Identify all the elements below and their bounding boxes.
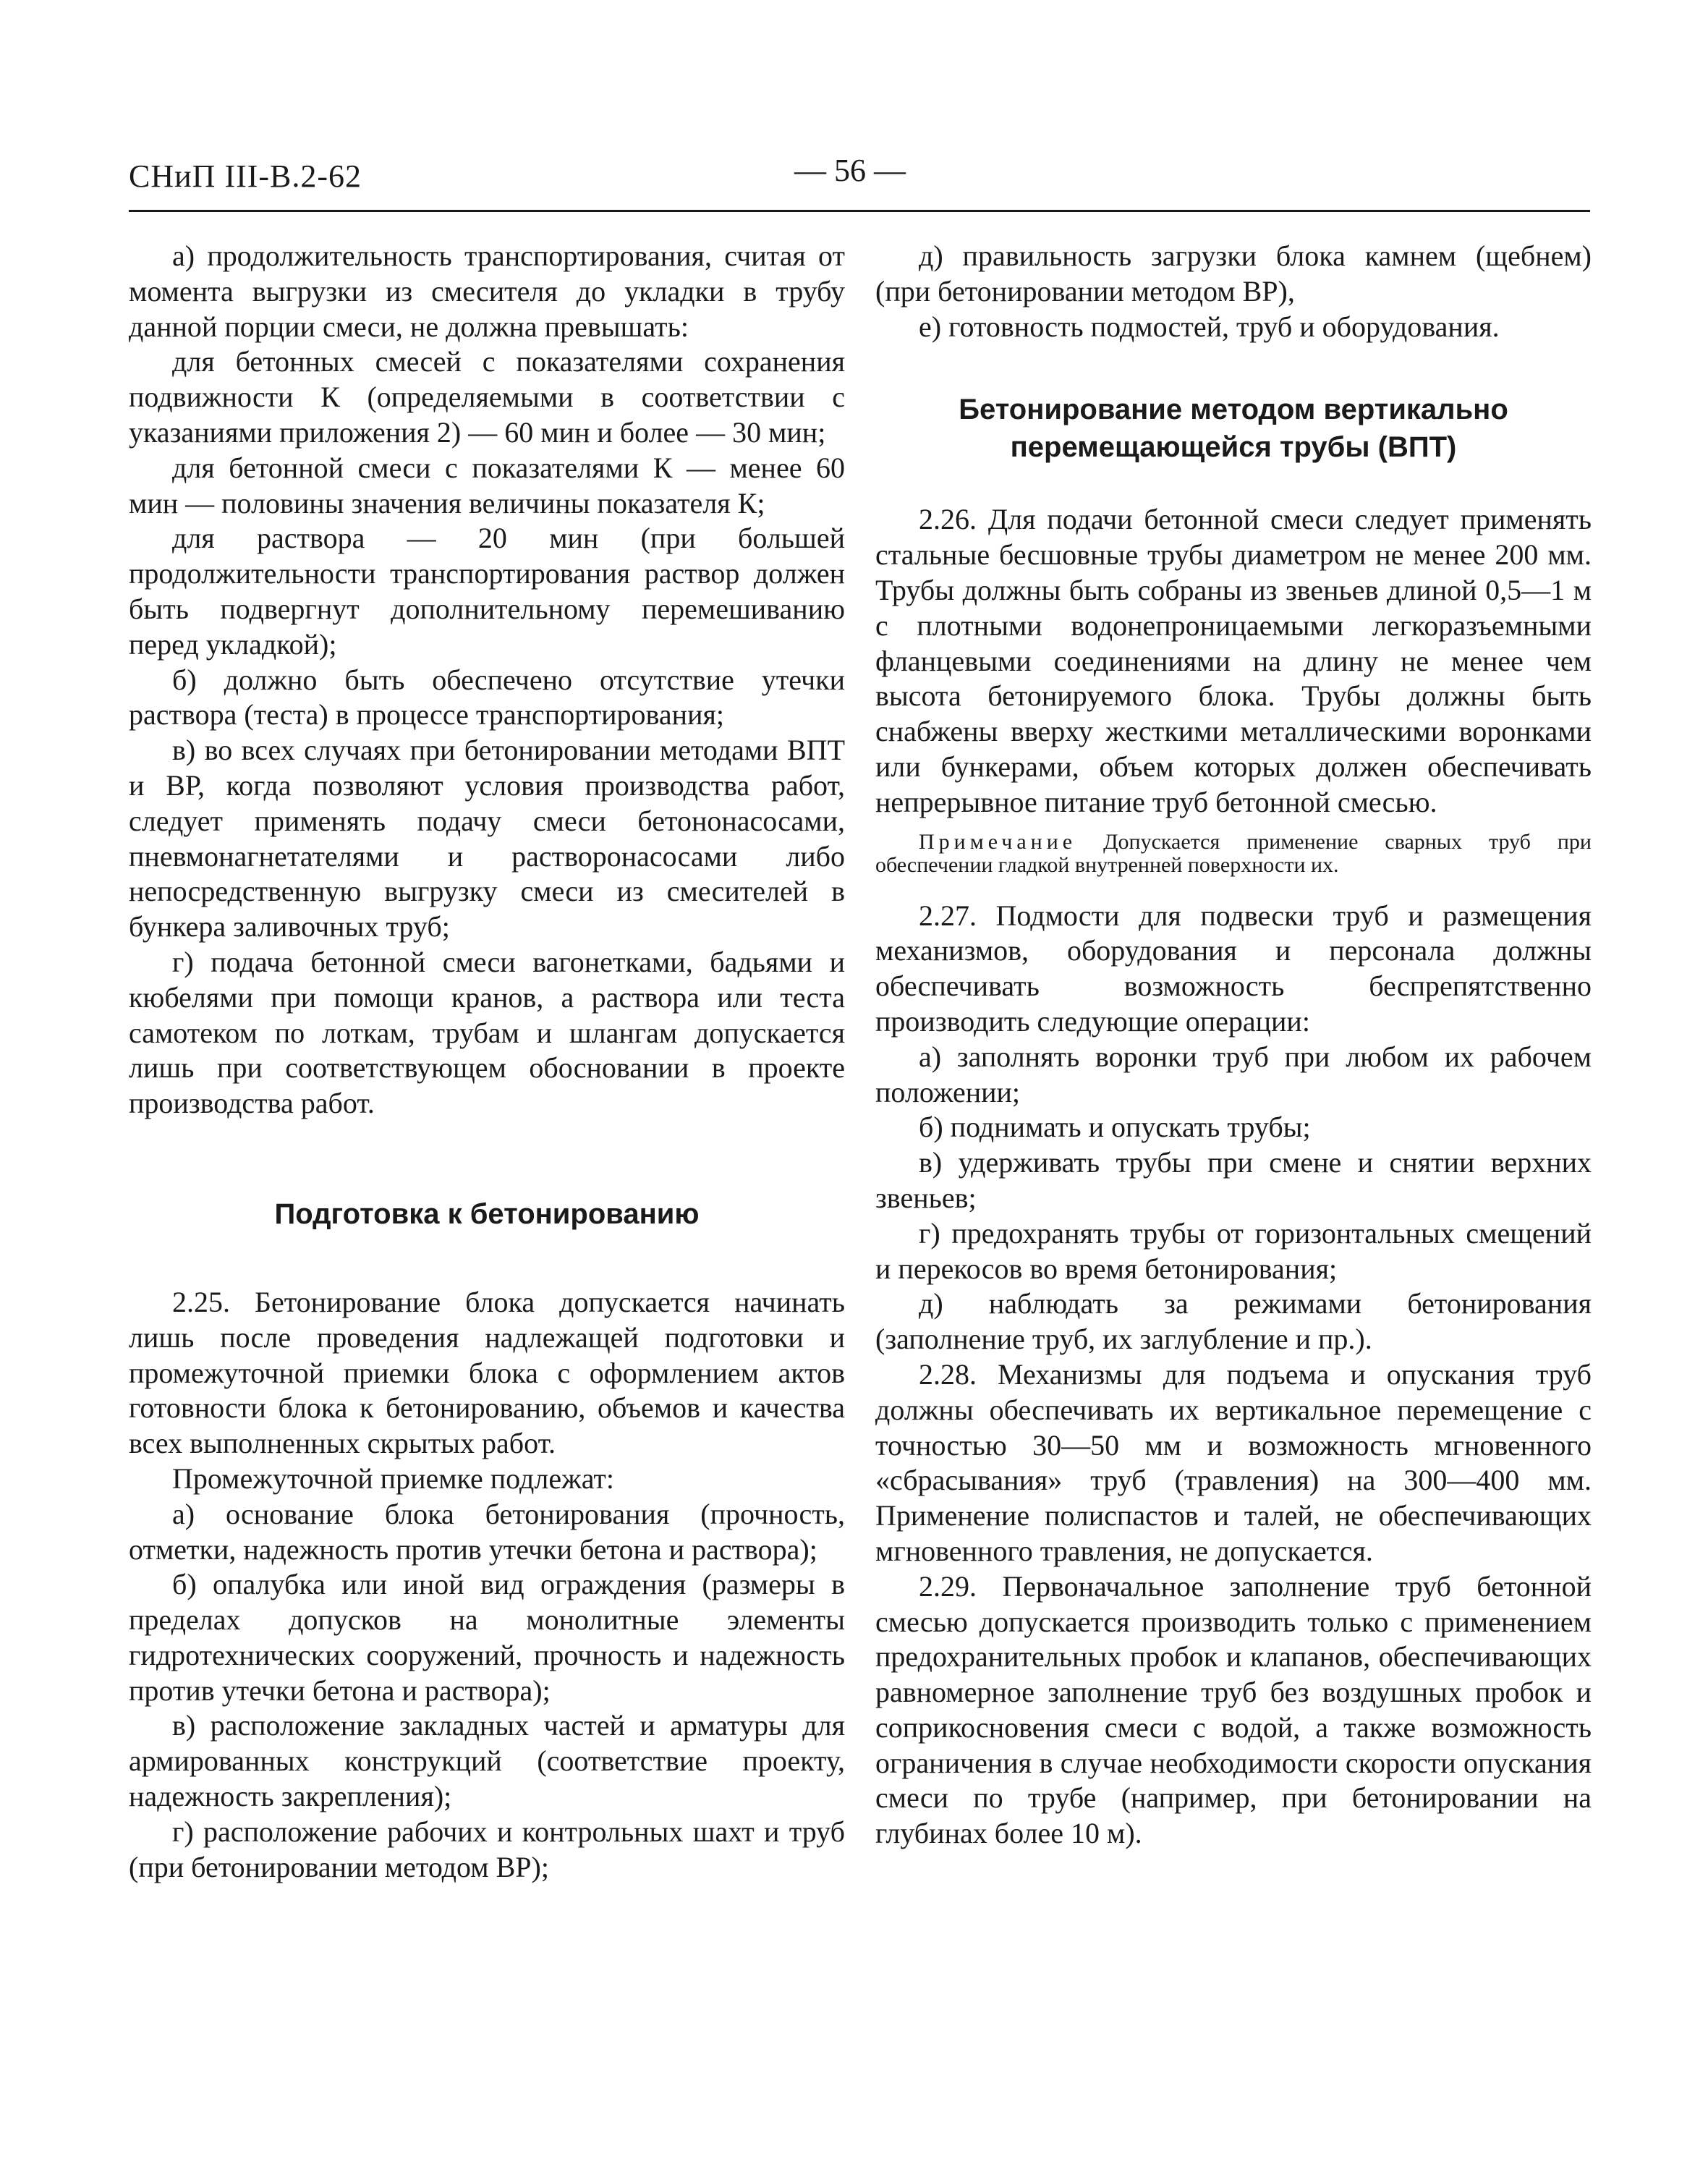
paragraph: а) основание блока бетонирования (прочность, отметки, надежность против утечки бетона и раствора); [129,1497,845,1566]
note [875,831,1592,877]
header-rule [129,210,1590,212]
paragraph: г) предохранять трубы от горизонтальных смещений и перекосов во время бетонирования; [875,1216,1592,1285]
section-heading: Подготовка к бетонированию [274,1197,700,1230]
paragraph: 2.26. Для подачи бетонной смеси следует применять стальные бесшовные трубы диаметром не менее 200 мм. Трубы должны быть собраны из звеньев длиной 0,5—1 м с плотными водонепроницаемыми легкоразъемными фланцевыми соединениями на длину не менее чем высота бетонируемого блока. Трубы должны быть снабжены вверху жесткими металлическими воронками или бункерами, объем которых должен обеспечивать непрерывное питание труб бетонной смесью. [875,503,1592,818]
paragraph: 2.29. Первоначальное заполнение труб бетонной смесью допускается производить только с применением предохранительных пробок и клапанов, обеспечивающих равномерное заполнение труб без воздушных пробок и соприкосновения смеси с водой, а также возможность ограничения в случае необходимости скорости опускания смеси по трубе (например, при бетонировании на глубинах более 10 м). [875,1569,1592,1850]
right-column [875,239,1592,1852]
paragraph: д) наблюдать за режимами бетонирования (заполнение труб, их заглубление и пр.). [875,1287,1592,1356]
paragraph: для бетонных смесей с показателями сохранения подвижности К (определяемыми в соответствии с указаниями приложения 2) — 60 мин и более — 30 мин; [129,345,845,449]
paragraph: г) подача бетонной смеси вагонетками, бадьями и кюбелями при помощи кранов, а раствора или теста самотеком по лоткам, трубам и шлангам допускается лишь при соответствующем обосновании в проекте производства работ. [129,945,845,1120]
paragraph: Промежуточной приемке подлежат: [172,1462,615,1495]
paragraph: а) продолжительность транспортирования, считая от момента выгрузки из смесителя до укладки в трубу данной порции смеси, не должна превышать: [129,239,845,343]
page-number: — 56 — [794,153,906,188]
paragraph: б) должно быть обеспечено отсутствие утечки раствора (теста) в процессе транспортирования; [129,663,845,731]
paragraph: в) удерживать трубы при смене и снятии верхних звеньев; [875,1146,1592,1214]
paragraph: а) заполнять воронки труб при любом их рабочем положении; [875,1040,1592,1108]
paragraph: д) правильность загрузки блока камнем (щебнем) (при бетонировании методом ВР), [875,239,1592,308]
paragraph: е) готовность подмостей, труб и оборудования. [919,310,1500,343]
paragraph: б) поднимать и опускать трубы; [919,1111,1311,1144]
left-column [129,239,845,1885]
page-header [129,152,1590,210]
section-heading-line1: Бетонирование методом вертикально [959,394,1508,426]
paragraph: 2.27. Подмости для подвески труб и размещения механизмов, оборудования и персонала должны обеспечивать возможность беспрепятственно производить следующие операции: [875,899,1592,1038]
note-label: Примечание [919,829,1077,854]
paragraph: г) расположение рабочих и контрольных шахт и труб (при бетонировании методом ВР); [129,1815,845,1883]
paragraph: в) во всех случаях при бетонировании методами ВПТ и ВР, когда позволяют условия производства работ, следует применять подачу смеси бетононасосами, пневмонагнетателями и растворонасосами либо непосредственную выгрузку смеси из смесителей в бункера заливочных труб; [129,734,845,943]
section-heading-line2: перемещающейся трубы (ВПТ) [1010,431,1457,464]
paragraph: для бетонной смеси с показателями К — менее 60 мин — половины значения величины показателя К; [129,451,845,519]
document-code: СНиП III-В.2-62 [129,158,362,194]
paragraph: в) расположение закладных частей и арматуры для армированных конструкций (соответствие проекту, надежность закрепления); [129,1709,845,1813]
paragraph: 2.25. Бетонирование блока допускается начинать лишь после проведения надлежащей подготовки и промежуточной приемки блока с оформлением актов готовности блока к бетонированию, объемов и качества всех выполненных скрытых работ. [129,1285,845,1460]
paragraph: для раствора — 20 мин (при большей продолжительности транспортирования раствор должен быть подвергнут дополнительному перемешиванию перед укладкой); [129,522,845,661]
paragraph: б) опалубка или иной вид ограждения (размеры в пределах допусков на монолитные элементы гидротехнических сооружений, прочность и надежность против утечки бетона и раствора); [129,1568,845,1707]
paragraph: 2.28. Механизмы для подъема и опускания труб должны обеспечивать их вертикальное перемещение с точностью 30—50 мм и возможность мгновенного «сбрасывания» труб (травления) на 300—400 мм. Применение полиспастов и талей, не обеспечивающих мгновенного травления, не допускается. [875,1357,1592,1567]
note-text: Допускается применение сварных труб при обеспечении гладкой внутренней поверхности их. [875,829,1592,877]
